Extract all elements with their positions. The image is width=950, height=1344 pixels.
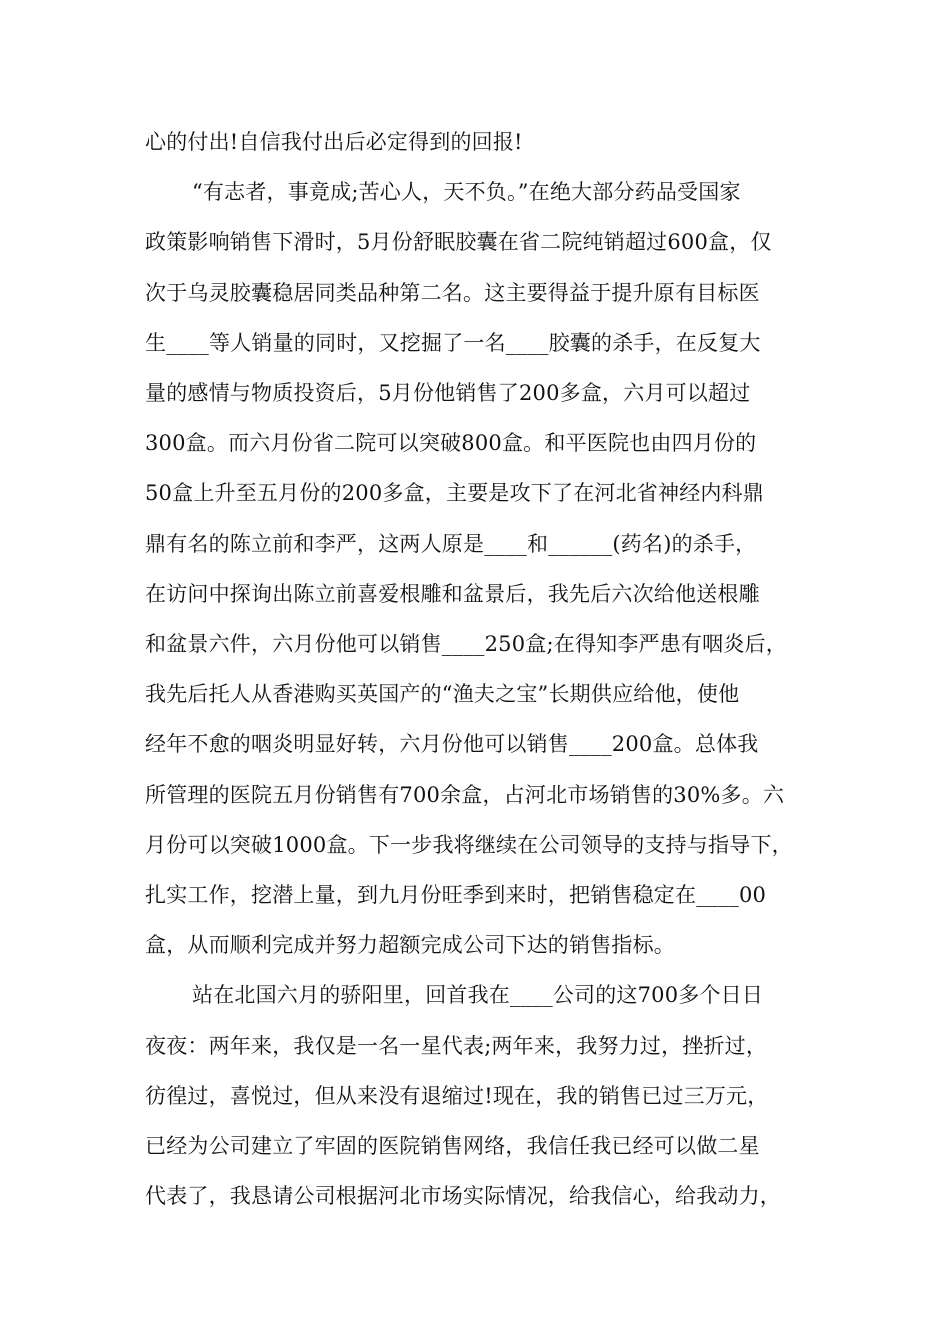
text-line: 夜夜：两年来，我仅是一名一星代表;两年来，我努力过，挫折过， — [145, 1033, 768, 1058]
text-line: 50盒上升至五月份的200多盒，主要是攻下了在河北省神经内科鼎 — [145, 481, 765, 506]
text-line: 鼎有名的陈立前和李严，这两人原是____和______(药名)的杀手， — [145, 531, 757, 556]
text-line: 生____等人销量的同时，又挖掘了一名____胶囊的杀手，在反复大 — [145, 330, 761, 355]
text-line: 彷徨过，喜悦过，但从来没有退缩过!现在，我的销售已过三万元， — [145, 1083, 769, 1108]
text-line: 扎实工作，挖潜上量，到九月份旺季到来时，把销售稳定在____00 — [145, 883, 767, 907]
text-line: 300盒。而六月份省二院可以突破800盒。和平医院也由四月份的 — [145, 431, 757, 456]
text-line: 在访问中探询出陈立前喜爱根雕和盆景后，我先后六次给他送根雕 — [145, 581, 760, 606]
text-line: 心的付出!自信我付出后必定得到的回报! — [145, 130, 523, 154]
text-line: 站在北国六月的骄阳里，回首我在____公司的这700多个日日 — [192, 983, 764, 1008]
text-line: 月份可以突破1000盒。下一步我将继续在公司领导的支持与指导下， — [145, 832, 793, 857]
text-line: 已经为公司建立了牢固的医院销售网络，我信任我已经可以做二星 — [145, 1134, 760, 1158]
text-line: “有志者，事竟成;苦心人，天不负。”在绝大部分药品受国家 — [192, 180, 741, 205]
text-line: 和盆景六件，六月份他可以销售____250盒;在得知李严患有咽炎后， — [145, 632, 787, 656]
text-line: 量的感情与物质投资后，5月份他销售了200多盒，六月可以超过 — [145, 381, 751, 405]
text-line: 我先后托人从香港购买英国产的“渔夫之宝”长期供应给他，使他 — [145, 682, 740, 707]
text-line: 经年不愈的咽炎明显好转，六月份他可以销售____200盒。总体我 — [145, 732, 759, 757]
text-line: 代表了，我恳请公司根据河北市场实际情况，给我信心，给我动力， — [145, 1184, 781, 1209]
text-line: 盒，从而顺利完成并努力超额完成公司下达的销售指标。 — [145, 933, 675, 958]
text-line: 所管理的医院五月份销售有700余盒，占河北市场销售的30%多。六 — [145, 782, 785, 807]
text-line: 政策影响销售下滑时，5月份舒眠胶囊在省二院纯销超过600盒，仅 — [145, 230, 772, 255]
text-line: 次于乌灵胶囊稳居同类品种第二名。这主要得益于提升原有目标医 — [145, 280, 760, 305]
